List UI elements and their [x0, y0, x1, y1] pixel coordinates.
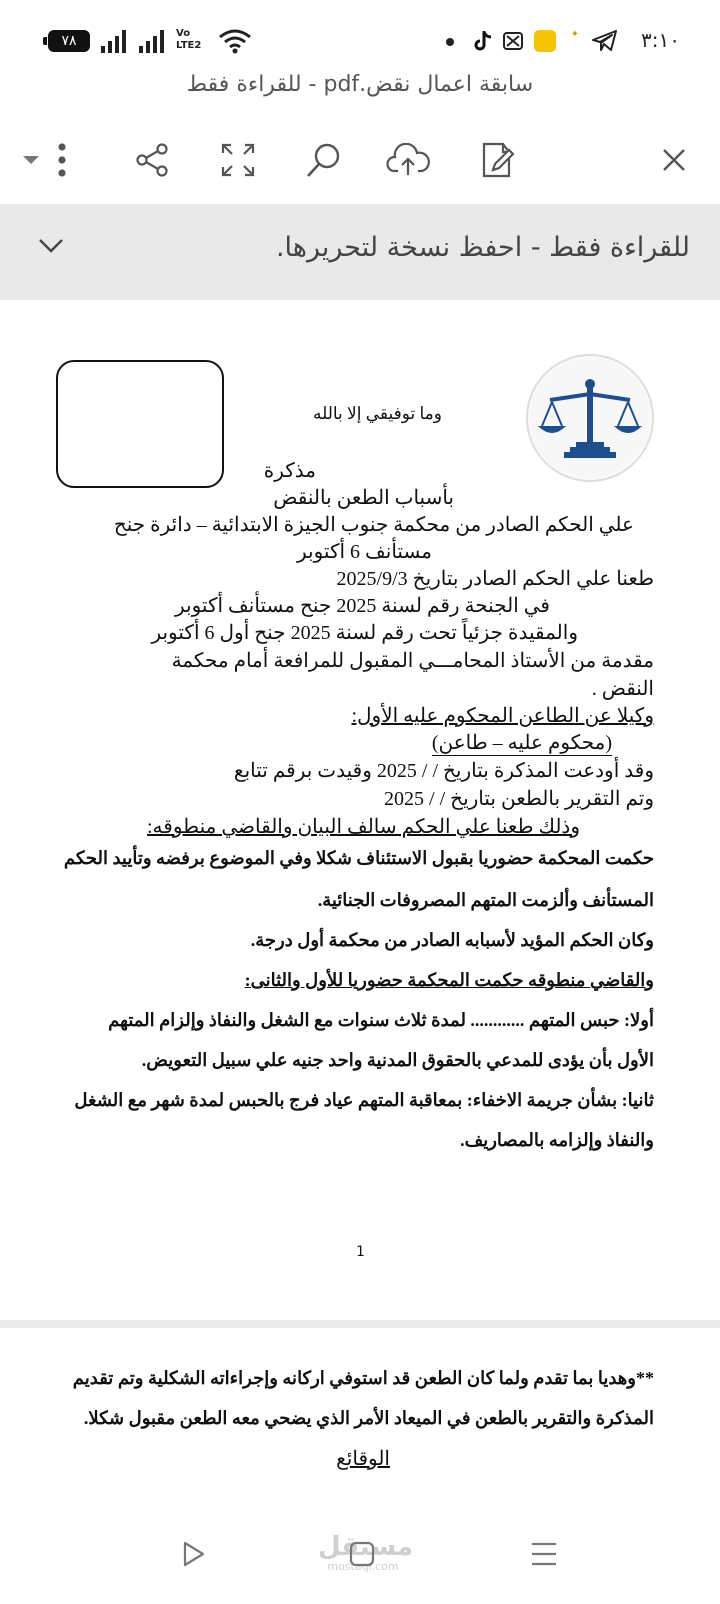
- doc2-line-1: **وهديا بما تقدم ولما كان الطعن قد استوفي اركانه وإجراءاته الشكلية وتم تقديم: [72, 1368, 654, 1388]
- close-button[interactable]: [650, 136, 698, 184]
- search-button[interactable]: [300, 136, 348, 184]
- more-button[interactable]: [42, 136, 82, 184]
- chevron-down-icon[interactable]: [38, 238, 64, 254]
- doc-line-3: علي الحكم الصادر من محكمة جنوب الجيزة الابتدائية – دائرة جنح: [113, 514, 634, 536]
- doc-line-7: والمقيدة جزئياً تحت رقم لسنة 2025 جنح أول 6 أكتوبر: [151, 622, 578, 644]
- read-only-banner-text: للقراءة فقط - احفظ نسخة لتحريرها.: [275, 232, 690, 263]
- search-icon: [305, 141, 343, 179]
- caret-down-icon: [22, 155, 40, 165]
- doc-line-12: وقد أودعت المذكرة بتاريخ / / 2025 وقيدت برقم تتابع: [233, 760, 654, 782]
- doc-line-9: النقض .: [591, 678, 654, 700]
- nav-back-button[interactable]: [166, 1530, 222, 1578]
- upload-button[interactable]: [384, 136, 432, 184]
- doc2-heading: الوقائع: [336, 1448, 390, 1470]
- header-phrase: وما توفيقي إلا بالله: [312, 404, 442, 423]
- tiktok-icon: [472, 29, 494, 53]
- wifi-icon: [218, 28, 252, 54]
- doc-line-15: حكمت المحكمة حضوريا بقبول الاستئناف شكلا وفي الموضوع برفضه وتأييد الحكم: [63, 848, 654, 868]
- doc-line-19: أولا: حبس المتهم ............ لمدة ثلاث سنوات مع الشغل والنفاذ وإلزام المتهم: [108, 1010, 654, 1030]
- battery-icon: ٧٨: [48, 30, 90, 52]
- photo-placeholder-box: [56, 360, 224, 488]
- doc-line-1: مذكرة: [263, 460, 316, 482]
- doc-line-14: وذلك طعنا علي الحكم سالف البيان والقاضي منطوقه:: [147, 816, 580, 838]
- bottom-navigation: [0, 1510, 720, 1604]
- watermark-domain: mostaql.com: [327, 1560, 399, 1573]
- watermark-brand: مستقل: [318, 1532, 414, 1562]
- close-icon: [661, 147, 687, 173]
- edit-icon: [479, 140, 517, 180]
- more-vertical-icon: [56, 142, 68, 178]
- cloud-upload-icon: [386, 143, 430, 177]
- doc-line-22: والنفاذ وإلزامه بالمصاريف.: [460, 1130, 654, 1150]
- edit-button[interactable]: [474, 136, 522, 184]
- doc-line-11: (محكوم عليه – طاعن): [431, 732, 612, 754]
- doc-line-6: في الجنحة رقم لسنة 2025 جنح مستأنف أكتوبر: [175, 595, 550, 617]
- signal-icon-2: [138, 28, 168, 54]
- document-title: سابقة اعمال نقض.pdf - للقراءة فقط: [186, 72, 534, 97]
- doc-line-18: والقاضي منطوقه حكمت المحكمة حضوريا للأول والثانى:: [244, 970, 654, 990]
- share-icon: [134, 142, 170, 178]
- status-time: ٣:١٠: [641, 28, 680, 52]
- doc-line-2: بأسباب الطعن بالنقض: [273, 487, 454, 509]
- scale-icon: [528, 356, 652, 480]
- doc-line-16: المستأنف وألزمت المتهم المصروفات الجنائية.: [317, 890, 654, 910]
- telegram-icon: [592, 30, 618, 52]
- doc-line-4: مستأنف 6 أكتوبر: [297, 541, 432, 563]
- doc-line-10: وكيلا عن الطاعن المحكوم عليه الأول:: [351, 705, 654, 727]
- read-only-banner[interactable]: [0, 204, 720, 300]
- page-separator: [0, 1320, 720, 1328]
- app-icon-1: ✦: [570, 29, 580, 40]
- app-icon-3: [502, 31, 524, 51]
- play-back-icon: [181, 1540, 207, 1568]
- nav-home-button[interactable]: [334, 1530, 390, 1578]
- notification-dot: [446, 38, 454, 46]
- toolbar: [0, 122, 720, 202]
- doc-line-13: وتم التقرير بالطعن بتاريخ / / 2025: [384, 788, 654, 810]
- app-icon-2: [534, 30, 556, 52]
- doc-line-21: ثانيا: بشأن جريمة الاخفاء: بمعاقبة المتهم عياد فرج بالحبس لمدة شهر مع الشغل: [74, 1090, 654, 1110]
- fullscreen-button[interactable]: [214, 136, 262, 184]
- doc-line-5: طعنا علي الحكم الصادر بتاريخ 2025/9/3: [336, 568, 654, 590]
- signal-icon: [100, 28, 130, 54]
- share-button[interactable]: [128, 136, 176, 184]
- home-square-icon: [349, 1541, 375, 1567]
- dropdown-button[interactable]: [16, 136, 46, 184]
- page-number: 1: [356, 1244, 365, 1260]
- justice-scale-logo: [526, 354, 654, 482]
- menu-lines-icon: [530, 1541, 558, 1567]
- document-page-2: [0, 1328, 720, 1510]
- doc-line-8: مقدمة من الأستاذ المحامـــي المقبول للمرافعة أمام محكمة: [171, 650, 654, 672]
- nav-recents-button[interactable]: [516, 1530, 572, 1578]
- volte-icon: Vo LTE2: [176, 28, 202, 51]
- doc-line-17: وكان الحكم المؤيد لأسبابه الصادر من محكمة أول درجة.: [250, 930, 654, 950]
- doc2-line-2: المذكرة والتقرير بالطعن في الميعاد الأمر الذي يضحي معه الطعن مقبول شكلا.: [83, 1408, 654, 1428]
- fullscreen-icon: [220, 142, 256, 178]
- doc-line-20: الأول بأن يؤدى للمدعي بالحقوق المدنية واحد جنيه علي سبيل التعويض.: [141, 1050, 654, 1070]
